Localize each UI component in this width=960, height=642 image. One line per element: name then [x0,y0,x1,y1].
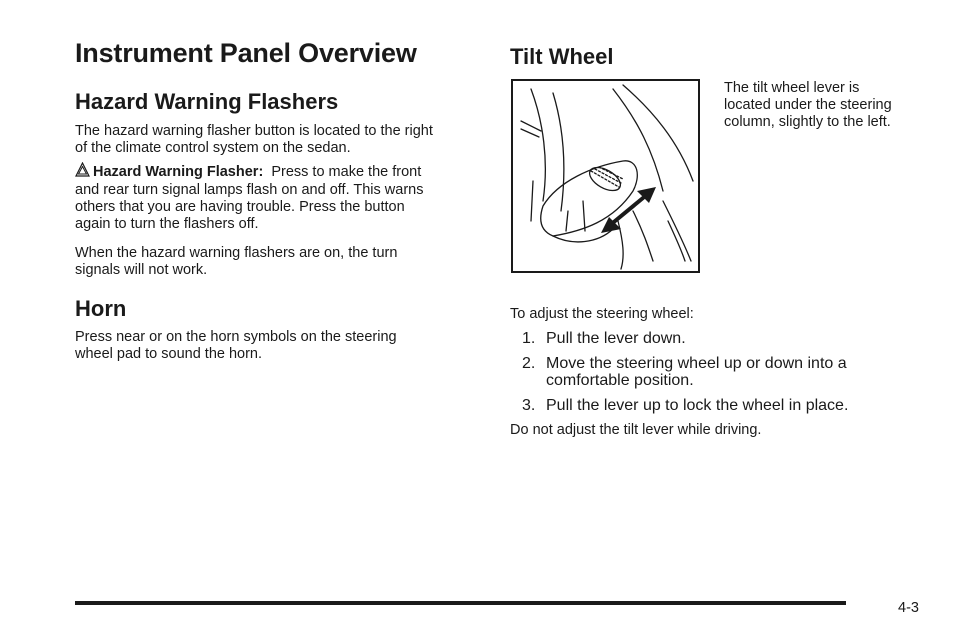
horn-text-line: wheel pad to sound the horn. [75,346,263,362]
hazard-intro-line: of the climate control system on the sedan. [75,140,351,156]
hazard-label-line [75,162,485,182]
tilt-heading: Tilt Wheel [510,44,614,69]
hazard-note-line: signals will not work. [75,262,208,278]
hazard-flasher-label: Hazard Warning Flasher: [93,164,264,180]
tilt-caption-line: located under the steering [724,97,892,113]
step-text: Pull the lever down. [546,330,686,347]
step-text-cont: comfortable position. [546,372,694,389]
tilt-caption [724,80,934,131]
tilt-lever-illustration [511,79,700,273]
step-text: Pull the lever up to lock the wheel in place. [546,397,849,414]
hazard-heading: Hazard Warning Flashers [75,89,339,114]
hazard-desc-line: again to turn the flashers off. [75,216,259,232]
hazard-desc-line: and rear turn signal lamps flash on and off. This warns [75,182,424,198]
footer-rule [75,601,846,605]
hazard-intro [75,123,485,157]
tilt-caption-line: The tilt wheel lever is [724,80,860,96]
step-number: 1. [522,330,536,347]
hazard-desc-first: Press to make the front [271,164,422,180]
step-number: 2. [522,355,536,372]
tilt-intro: To adjust the steering wheel: [510,306,694,322]
tilt-lever-drawing [513,81,698,271]
page-title: Instrument Panel Overview [75,38,417,68]
hazard-note-line: When the hazard warning flashers are on, the turn [75,245,398,261]
hazard-note [75,245,485,279]
page-number: 4-3 [898,600,919,616]
step-text: Move the steering wheel up or down into a [546,355,847,372]
horn-text-line: Press near or on the horn symbols on the steering [75,329,397,345]
tilt-caption-line: column, slightly to the left. [724,114,891,130]
hazard-desc-line: others that you are having trouble. Press the button [75,199,405,215]
tilt-warning: Do not adjust the tilt lever while driving. [510,422,762,438]
hazard-intro-line: The hazard warning flasher button is located to the right [75,123,433,139]
horn-text [75,329,485,363]
tilt-steps [522,330,922,420]
hazard-triangle-icon [75,162,90,182]
horn-heading: Horn [75,296,127,321]
step-number: 3. [522,397,536,414]
hazard-description [75,162,485,233]
